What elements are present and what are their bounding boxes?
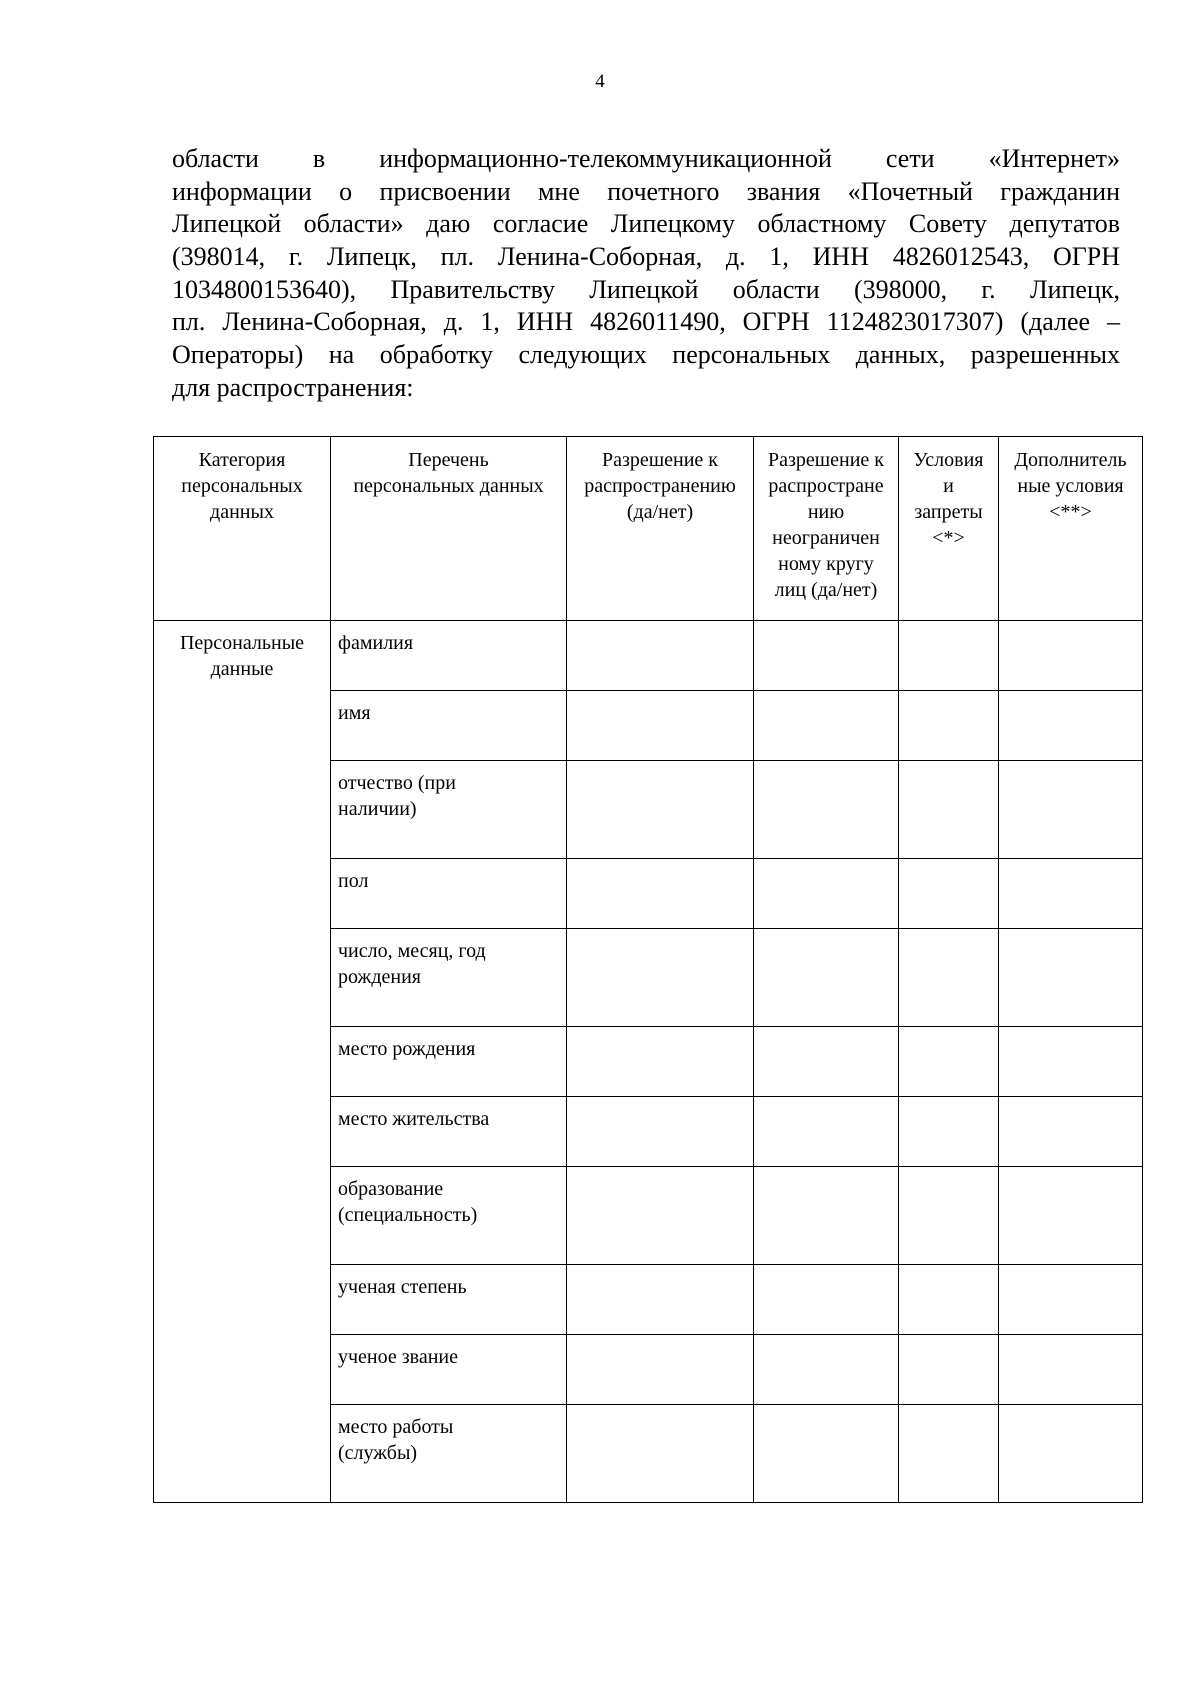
- unlimited-permission-cell[interactable]: [754, 929, 899, 1027]
- conditions-cell[interactable]: [899, 1265, 999, 1335]
- conditions-cell[interactable]: [899, 1167, 999, 1265]
- conditions-cell[interactable]: [899, 761, 999, 859]
- header-conditions: [899, 437, 999, 621]
- data-item-cell: [331, 621, 567, 691]
- permission-cell[interactable]: [567, 859, 754, 929]
- header-text: Разрешение к: [601, 449, 719, 471]
- paragraph-line: для распространения:: [172, 372, 414, 402]
- header-text: неограничен: [772, 527, 880, 549]
- data-item-text: место жительства: [338, 1108, 490, 1130]
- paragraph-line: Операторы) на обработку следующих персональных данных, разрешенных: [172, 340, 1120, 370]
- additional-conditions-cell[interactable]: [999, 1097, 1143, 1167]
- additional-conditions-cell[interactable]: [999, 761, 1143, 859]
- data-item-text: рождения: [338, 966, 421, 988]
- unlimited-permission-cell[interactable]: [754, 1167, 899, 1265]
- header-additional-conditions: [999, 437, 1143, 621]
- header-text: ному кругу: [778, 553, 874, 575]
- data-item-text: (службы): [338, 1442, 418, 1464]
- permission-cell[interactable]: [567, 761, 754, 859]
- header-text: распростране: [768, 475, 884, 497]
- header-text: Перечень: [408, 449, 489, 471]
- conditions-cell[interactable]: [899, 1097, 999, 1167]
- conditions-cell[interactable]: [899, 929, 999, 1027]
- data-item-text: наличии): [338, 798, 417, 820]
- permission-cell[interactable]: [567, 1027, 754, 1097]
- additional-conditions-cell[interactable]: [999, 1265, 1143, 1335]
- data-item-cell: [331, 1027, 567, 1097]
- data-item-text: фамилия: [338, 632, 414, 654]
- additional-conditions-cell[interactable]: [999, 929, 1143, 1027]
- permission-cell[interactable]: [567, 1405, 754, 1503]
- permission-cell[interactable]: [567, 691, 754, 761]
- permission-cell[interactable]: [567, 621, 754, 691]
- conditions-cell[interactable]: [899, 691, 999, 761]
- header-text: (да/нет): [626, 501, 694, 523]
- header-text: Дополнитель: [1014, 449, 1127, 471]
- data-item-text: отчество (при: [338, 772, 456, 794]
- category-text: данные: [210, 658, 274, 680]
- table-header-row: [154, 437, 1143, 621]
- unlimited-permission-cell[interactable]: [754, 1265, 899, 1335]
- header-text: лиц (да/нет): [774, 579, 878, 601]
- header-data-list: [331, 437, 567, 621]
- additional-conditions-cell[interactable]: [999, 691, 1143, 761]
- consent-paragraph: [172, 143, 1120, 405]
- unlimited-permission-cell[interactable]: [754, 1405, 899, 1503]
- paragraph-line: (398014, г. Липецк, пл. Ленина-Соборная, д. 1, ИНН 4826012543, ОГРН: [172, 242, 1120, 272]
- unlimited-permission-cell[interactable]: [754, 859, 899, 929]
- data-item-cell: [331, 1335, 567, 1405]
- unlimited-permission-cell[interactable]: [754, 1097, 899, 1167]
- conditions-cell[interactable]: [899, 1027, 999, 1097]
- additional-conditions-cell[interactable]: [999, 1335, 1143, 1405]
- header-text: ные условия: [1017, 475, 1124, 497]
- additional-conditions-cell[interactable]: [999, 859, 1143, 929]
- paragraph-line: пл. Ленина-Соборная, д. 1, ИНН 4826011490, ОГРН 1124823017307) (далее –: [172, 307, 1120, 337]
- table-row: [154, 621, 1143, 691]
- data-item-cell: [331, 859, 567, 929]
- header-text: данных: [210, 501, 274, 523]
- data-item-cell: [331, 1167, 567, 1265]
- data-item-text: место работы: [338, 1416, 454, 1438]
- additional-conditions-cell[interactable]: [999, 1405, 1143, 1503]
- header-text: и: [943, 475, 954, 497]
- paragraph-line: 1034800153640), Правительству Липецкой области (398000, г. Липецк,: [172, 274, 1120, 304]
- header-text: Категория: [198, 449, 286, 471]
- paragraph-line: информации о присвоении мне почетного звания «Почетный гражданин: [172, 176, 1120, 206]
- header-text: Разрешение к: [767, 449, 885, 471]
- conditions-cell[interactable]: [899, 1405, 999, 1503]
- paragraph-line: Липецкой области» даю согласие Липецкому областному Совету депутатов: [172, 209, 1120, 239]
- unlimited-permission-cell[interactable]: [754, 621, 899, 691]
- header-text: запреты: [914, 501, 983, 523]
- data-item-text: образование: [338, 1178, 444, 1200]
- data-item-cell: [331, 761, 567, 859]
- data-item-cell: [331, 691, 567, 761]
- category-text: Персональные: [179, 632, 305, 654]
- data-item-text: ученое звание: [338, 1346, 458, 1368]
- data-item-cell: [331, 1405, 567, 1503]
- header-unlimited-permission: [754, 437, 899, 621]
- conditions-cell[interactable]: [899, 859, 999, 929]
- data-item-cell: [331, 929, 567, 1027]
- unlimited-permission-cell[interactable]: [754, 761, 899, 859]
- header-text: персональных: [181, 475, 303, 497]
- conditions-cell[interactable]: [899, 1335, 999, 1405]
- header-text: <**>: [1049, 501, 1092, 523]
- permission-cell[interactable]: [567, 1097, 754, 1167]
- page-number: 4: [595, 71, 605, 92]
- conditions-cell[interactable]: [899, 621, 999, 691]
- permission-cell[interactable]: [567, 1265, 754, 1335]
- permission-cell[interactable]: [567, 929, 754, 1027]
- data-item-cell: [331, 1097, 567, 1167]
- unlimited-permission-cell[interactable]: [754, 1335, 899, 1405]
- data-item-cell: [331, 1265, 567, 1335]
- data-item-text: имя: [338, 702, 371, 724]
- header-category: [154, 437, 331, 621]
- unlimited-permission-cell[interactable]: [754, 691, 899, 761]
- paragraph-line: области в информационно-телекоммуникационной сети «Интернет»: [172, 144, 1120, 173]
- data-item-text: ученая степень: [338, 1276, 467, 1298]
- permission-cell[interactable]: [567, 1167, 754, 1265]
- additional-conditions-cell[interactable]: [999, 621, 1143, 691]
- category-cell: [154, 621, 331, 1503]
- data-item-text: пол: [338, 870, 369, 892]
- header-text: нию: [807, 501, 845, 523]
- personal-data-table: [153, 436, 1143, 1503]
- data-item-text: число, месяц, год: [338, 940, 486, 962]
- additional-conditions-cell[interactable]: [999, 1167, 1143, 1265]
- header-text: Условия: [913, 449, 984, 471]
- unlimited-permission-cell[interactable]: [754, 1027, 899, 1097]
- data-item-text: место рождения: [338, 1038, 476, 1060]
- header-text: распространению: [584, 475, 736, 497]
- additional-conditions-cell[interactable]: [999, 1027, 1143, 1097]
- header-text: <*>: [932, 527, 965, 549]
- permission-cell[interactable]: [567, 1335, 754, 1405]
- data-item-text: (специальность): [338, 1204, 478, 1226]
- header-distribution-permission: [567, 437, 754, 621]
- header-text: персональных данных: [353, 475, 544, 497]
